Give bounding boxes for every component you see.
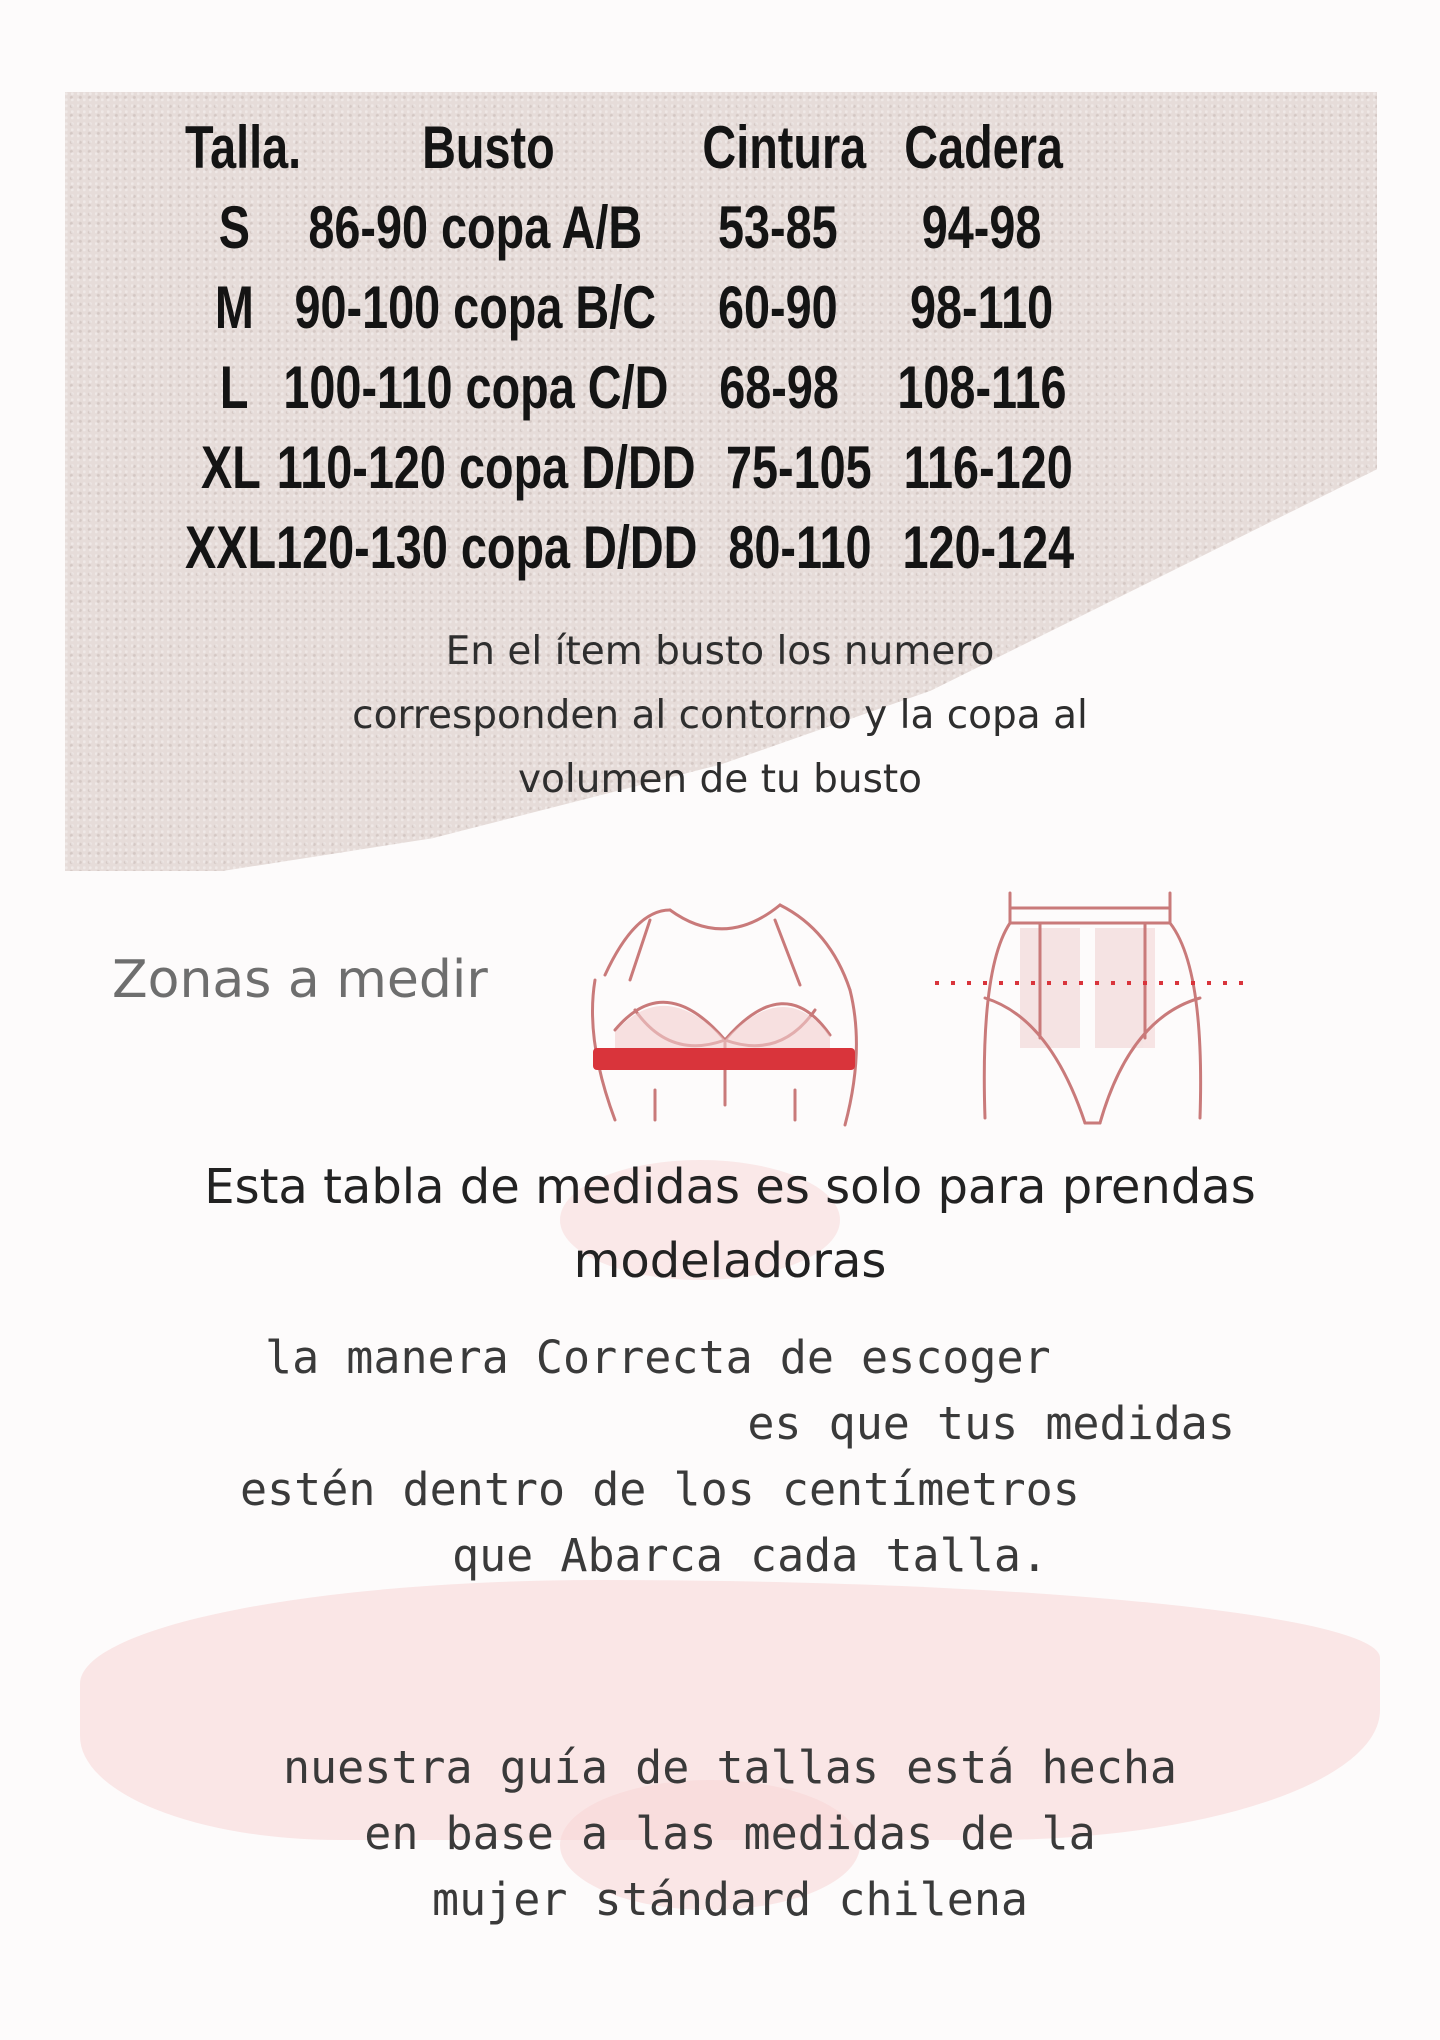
cell-cintura: 53-85	[717, 194, 838, 261]
cell-busto: 120-130 copa D/DD	[276, 514, 698, 581]
cell-busto: 90-100 copa B/C	[294, 274, 657, 341]
cell-busto: 86-90 copa A/B	[308, 194, 643, 261]
cell-talla: XXL	[185, 514, 277, 581]
cell-busto: 100-110 copa C/D	[283, 354, 669, 421]
table-row	[185, 188, 1074, 268]
cell-talla: L	[219, 354, 249, 421]
zonas-a-medir-label: Zonas a medir	[112, 950, 488, 1010]
table-row	[185, 428, 1074, 508]
bra-measure-icon	[575, 890, 875, 1130]
tabla-medidas-note	[110, 1150, 1350, 1298]
manera-note-line: estén dentro de los centímetros	[240, 1463, 1080, 1516]
guia-note-line: mujer stándard chilena	[431, 1873, 1029, 1926]
table-row	[185, 348, 1074, 428]
cell-cintura: 60-90	[717, 274, 838, 341]
tabla-note-line: modeladoras	[573, 1233, 887, 1289]
cell-talla: XL	[200, 434, 261, 501]
cell-cadera: 120-124	[902, 514, 1075, 581]
guia-note-line: nuestra guía de tallas está hecha	[282, 1741, 1178, 1794]
tabla-note-line: Esta tabla de medidas es solo para prendas	[204, 1159, 1256, 1215]
guia-tallas-note	[200, 1735, 1260, 1933]
manera-note-line: la manera Correcta de escoger	[265, 1331, 1051, 1384]
cell-cadera: 94-98	[921, 194, 1042, 261]
size-table-header	[185, 108, 1074, 188]
cell-cintura: 75-105	[725, 434, 872, 501]
header-cintura: Cintura	[702, 114, 867, 181]
header-cadera: Cadera	[904, 114, 1063, 181]
table-row	[185, 508, 1074, 588]
size-table	[185, 108, 1074, 588]
header-talla: Talla.	[185, 114, 302, 181]
manera-note-line: es que tus medidas	[747, 1397, 1235, 1450]
table-row	[185, 268, 1074, 348]
cell-cintura: 68-98	[719, 354, 839, 421]
cell-cintura: 80-110	[728, 514, 872, 581]
shaper-brief-measure-icon	[930, 888, 1250, 1128]
manera-note-line: que Abarca cada talla.	[451, 1529, 1049, 1582]
cell-cadera: 98-110	[909, 274, 1054, 341]
busto-note	[230, 620, 1210, 812]
guia-note-line: en base a las medidas de la	[364, 1807, 1096, 1860]
busto-note-line: volumen de tu busto	[517, 757, 923, 802]
cell-cadera: 108-116	[897, 354, 1067, 421]
manera-correcta-note	[240, 1325, 1260, 1589]
busto-note-line: corresponden al contorno y la copa al	[352, 693, 1088, 738]
busto-note-line: En el ítem busto los numero	[445, 629, 995, 674]
cell-talla: M	[214, 274, 254, 341]
cell-busto: 110-120 copa D/DD	[276, 434, 696, 501]
header-busto: Busto	[422, 114, 555, 181]
cell-talla: S	[218, 194, 251, 261]
cell-cadera: 116-120	[903, 434, 1073, 501]
